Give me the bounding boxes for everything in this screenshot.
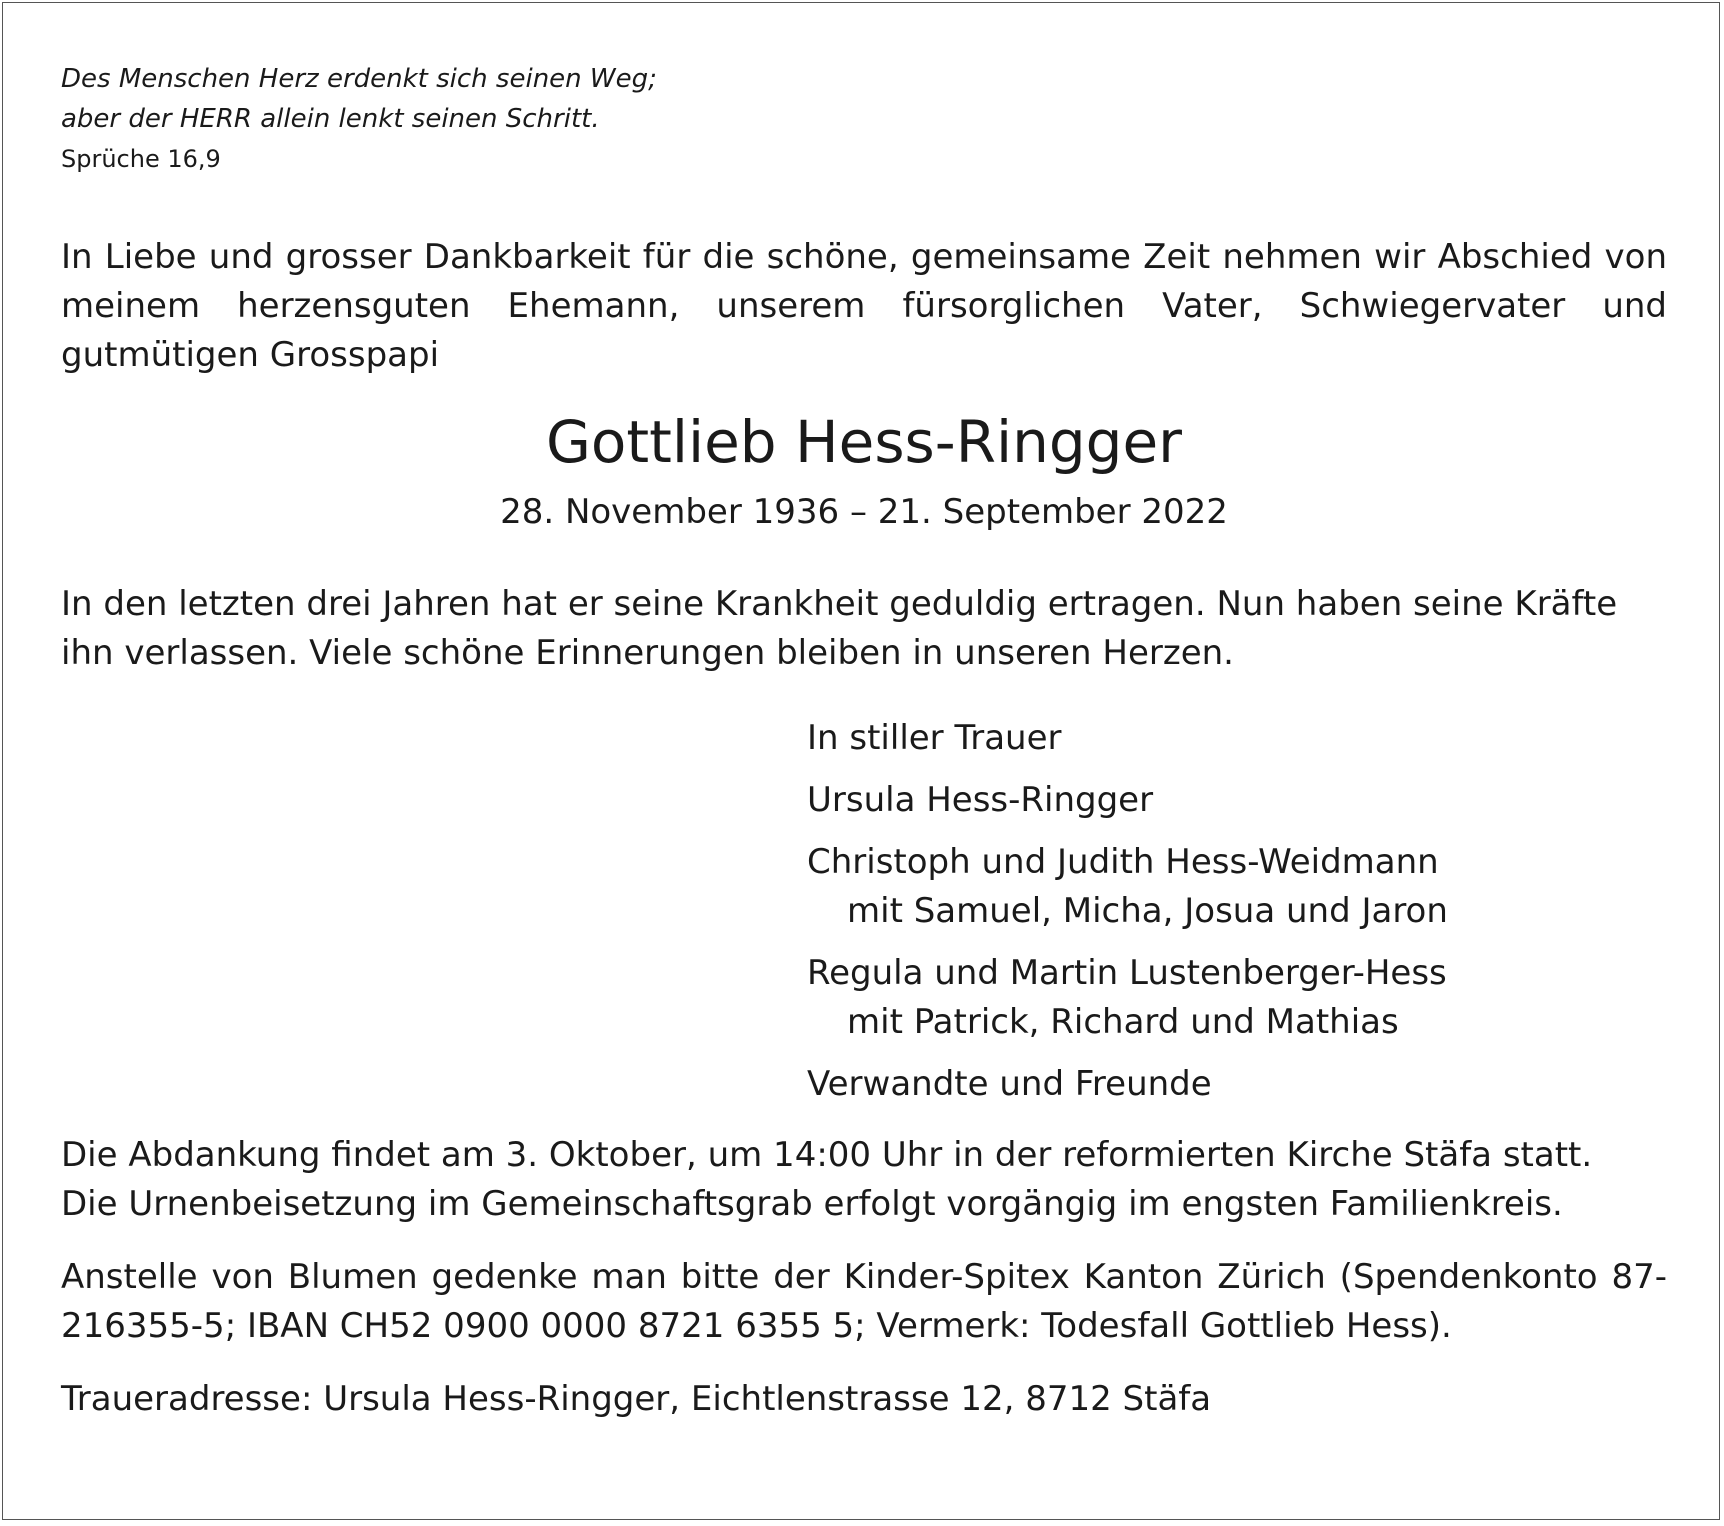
mourner-family-1: [807, 838, 1667, 936]
life-dates: 28. November 1936 – 21. September 2022: [500, 492, 1228, 532]
mourners-list: [807, 714, 1667, 1109]
deceased-name: Gottlieb Hess-Ringger: [545, 408, 1183, 476]
mourner-spouse: Ursula Hess-Ringger: [807, 780, 1154, 820]
notice-content: [61, 59, 1667, 1424]
mourner-others: Verwandte und Freunde: [807, 1064, 1212, 1104]
donation-info: Anstelle von Blumen gedenke man bitte der Kinder-Spitex Kanton Zürich (Spendenkonto 87-216355-5; IBAN CH52 0900 0000 8721 6355 5; Vermerk: Todesfall Gottlieb Hess).: [61, 1257, 1667, 1346]
family-2-children: mit Patrick, Richard und Mathias: [847, 1002, 1399, 1042]
obituary-notice: [2, 2, 1720, 1520]
verse-reference: Sprüche 16,9: [61, 145, 221, 173]
service-line-1: Die Abdankung findet am 3. Oktober, um 14:00 Uhr in der reformierten Kirche Stäfa statt.: [61, 1135, 1593, 1175]
bible-verse: [61, 59, 1667, 179]
funeral-service-info: [61, 1131, 1667, 1229]
family-1-parents: Christoph und Judith Hess-Weidmann: [807, 842, 1439, 882]
mourner-family-2: [807, 949, 1667, 1047]
verse-line-2: aber der HERR allein lenkt seinen Schritt.: [61, 104, 600, 134]
family-1-children: mit Samuel, Micha, Josua und Jaron: [847, 891, 1448, 931]
tribute-paragraph: In den letzten drei Jahren hat er seine Krankheit geduldig ertragen. Nun haben seine Kräfte ihn verlassen. Viele schöne Erinnerungen bleiben in unseren Herzen.: [61, 584, 1618, 673]
mourners-heading: In stiller Trauer: [807, 718, 1062, 758]
family-2-parents: Regula und Martin Lustenberger-Hess: [807, 953, 1447, 993]
mourning-address: Traueradresse: Ursula Hess-Ringger, Eichtlenstrasse 12, 8712 Stäfa: [61, 1379, 1212, 1419]
verse-line-1: Des Menschen Herz erdenkt sich seinen Weg;: [61, 64, 657, 94]
service-line-2: Die Urnenbeisetzung im Gemeinschaftsgrab erfolgt vorgängig im engsten Familienkreis.: [61, 1184, 1563, 1224]
intro-paragraph: In Liebe und grosser Dankbarkeit für die schöne, gemeinsame Zeit nehmen wir Abschied von meinem herzensguten Ehemann, unserem fürsorglichen Vater, Schwiegervater und gutmütigen Grosspapi: [61, 237, 1667, 375]
